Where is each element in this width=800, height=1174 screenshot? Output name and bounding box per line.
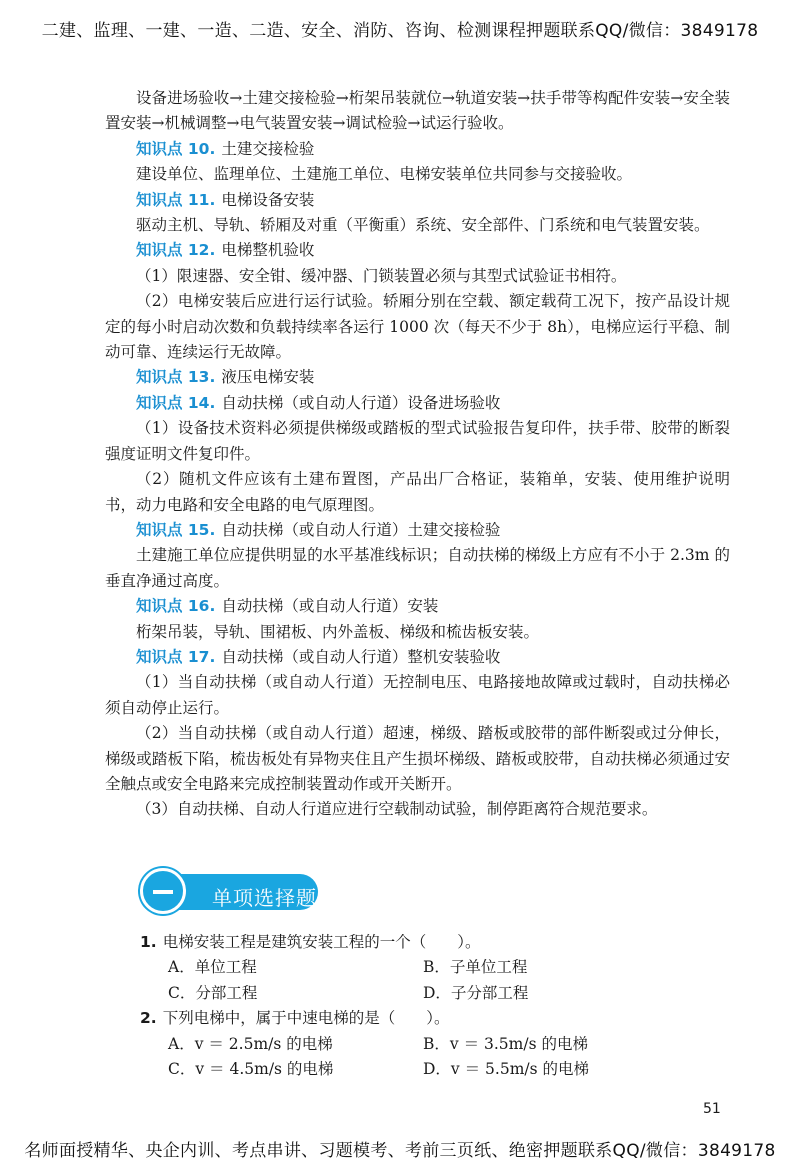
kp-title: 液压电梯安装 <box>221 368 315 387</box>
kp-title: 电梯整机验收 <box>221 241 315 260</box>
main-content <box>105 86 730 823</box>
option: D．子分部工程 <box>423 983 529 1002</box>
kp-title: 电梯设备安装 <box>221 190 315 209</box>
knowledge-point-heading <box>105 137 730 162</box>
question-text: 电梯安装工程是建筑安装工程的一个（ ）。 <box>162 933 481 951</box>
kp-label: 知识点 12. <box>136 241 216 260</box>
kp-label: 知识点 10. <box>136 139 216 158</box>
knowledge-point-heading <box>105 391 730 416</box>
knowledge-point-heading <box>105 645 730 670</box>
kp-paragraph: （3）自动扶梯、自动人行道应进行空载制动试验，制停距离符合规范要求。 <box>136 800 658 819</box>
question-number: 2. <box>140 1009 157 1028</box>
kp-title: 自动扶梯（或自动人行道）土建交接检验 <box>221 520 501 539</box>
question-text: 下列电梯中，属于中速电梯的是（ ）。 <box>162 1009 450 1028</box>
question <box>140 930 740 955</box>
knowledge-point-heading <box>105 238 730 263</box>
kp-label: 知识点 14. <box>136 393 216 412</box>
kp-paragraph: （2）随机文件应该有土建布置图，产品出厂合格证，装箱单，安装、使用维护说明书，动力电路和安全电路的电气原理图。 <box>105 470 730 514</box>
intro-paragraph: 设备进场验收→土建交接检验→桁架吊装就位→轨道安装→扶手带等构配件安装→安全装置安装→机械调整→电气装置安装→调试检验→试运行验收。 <box>105 89 730 133</box>
kp-label: 知识点 11. <box>136 190 216 209</box>
option: B．子单位工程 <box>423 958 528 977</box>
kp-paragraph: 建设单位、监理单位、土建施工单位、电梯安装单位共同参与交接验收。 <box>136 165 633 184</box>
knowledge-point-heading <box>105 594 730 619</box>
kp-paragraph: 驱动主机、导轨、轿厢及对重（平衡重）系统、安全部件、门系统和电气装置安装。 <box>136 216 710 235</box>
page-number: 51 <box>703 1101 721 1117</box>
section-number-one-icon <box>140 868 186 914</box>
kp-label: 知识点 15. <box>136 520 216 539</box>
kp-paragraph: （2）电梯安装后应进行运行试验。轿厢分别在空载、额定载荷工况下，按产品设计规定的每小时启动次数和负载持续率各运行 1000 次（每天不少于 8h），电梯应运行平稳、制动可靠、连续运行无故障。 <box>105 292 730 362</box>
kp-paragraph: 桁架吊装，导轨、围裙板、内外盖板、梯级和梳齿板安装。 <box>136 622 540 641</box>
knowledge-point-heading <box>105 188 730 213</box>
kp-label: 知识点 16. <box>136 597 216 616</box>
kp-title: 土建交接检验 <box>221 139 315 158</box>
option: C．分部工程 <box>168 983 258 1002</box>
options-grid <box>168 1032 740 1083</box>
kp-title: 自动扶梯（或自动人行道）安装 <box>221 597 439 616</box>
question-number: 1. <box>140 933 157 951</box>
kp-label: 知识点 17. <box>136 647 216 666</box>
kp-paragraph: （1）限速器、安全钳、缓冲器、门锁装置必须与其型式试验证书相符。 <box>136 266 627 285</box>
kp-title: 自动扶梯（或自动人行道）整机安装验收 <box>221 647 501 666</box>
section-header <box>140 868 320 916</box>
option: C．v ＝ 4.5m/s 的电梯 <box>168 1060 334 1079</box>
kp-paragraph: 土建施工单位应提供明显的水平基准线标识；自动扶梯的梯级上方应有不小于 2.3m 的垂直净通过高度。 <box>105 546 730 590</box>
footer-banner: 名师面授精华、央企内训、考点串讲、习题模考、考前三页纸、绝密押题联系QQ/微信：3849178 <box>24 1141 776 1161</box>
section-title: 单项选择题 <box>212 886 317 910</box>
knowledge-point-heading <box>105 518 730 543</box>
kp-paragraph: （2）当自动扶梯（或自动人行道）超速，梯级、踏板或胶带的部件断裂或过分伸长，梯级或踏板下陷，梳齿板处有异物夹住且产生损坏梯级、踏板或胶带，自动扶梯必须通过安全触点或安全电路来完成控制装置动作或开关断开。 <box>105 724 730 793</box>
question-list <box>140 930 740 1082</box>
kp-paragraph: （1）当自动扶梯（或自动人行道）无控制电压、电路接地故障或过载时，自动扶梯必须自动停止运行。 <box>105 673 730 717</box>
kp-label: 知识点 13. <box>136 368 216 387</box>
knowledge-point-heading <box>105 365 730 390</box>
option: D．v ＝ 5.5m/s 的电梯 <box>423 1060 589 1079</box>
options-grid <box>168 955 740 1006</box>
option: A．单位工程 <box>168 958 257 977</box>
option: B．v ＝ 3.5m/s 的电梯 <box>423 1034 588 1053</box>
header-banner: 二建、监理、一建、一造、二造、安全、消防、咨询、检测课程押题联系QQ/微信：3849178 <box>41 21 759 41</box>
kp-title: 自动扶梯（或自动人行道）设备进场验收 <box>221 393 501 412</box>
option: A．v ＝ 2.5m/s 的电梯 <box>168 1034 333 1053</box>
kp-paragraph: （1）设备技术资料必须提供梯级或踏板的型式试验报告复印件，扶手带、胶带的断裂强度证明文件复印件。 <box>105 419 730 463</box>
question <box>140 1006 740 1031</box>
